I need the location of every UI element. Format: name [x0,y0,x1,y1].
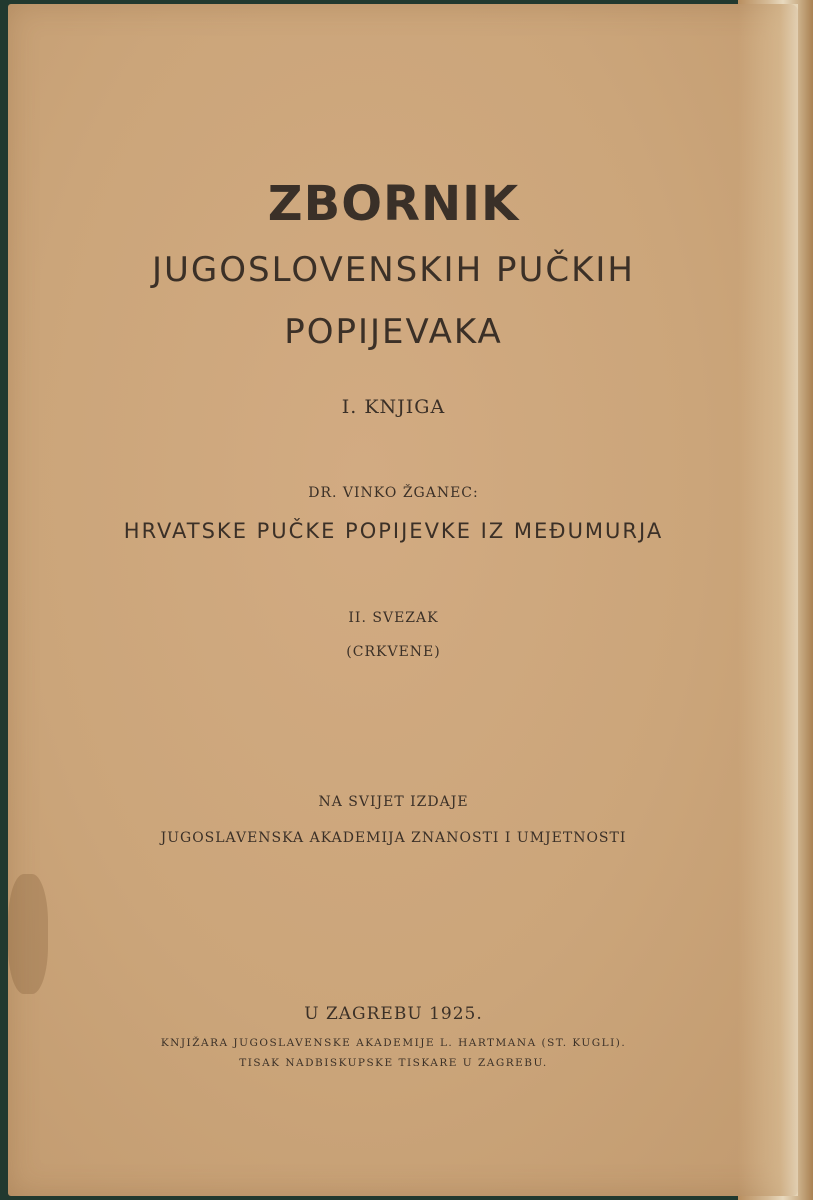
author-name: DR. VINKO ŽGANEC: [308,485,479,501]
bookshop-line: KNJIŽARA JUGOSLAVENSKE AKADEMIJE L. HARTMANA (ST. KUGLI). [160,1037,627,1049]
book-cover [8,4,798,1196]
work-title: HRVATSKE PUČKE POPIJEVKE IZ MEĐUMURJA [123,519,664,543]
printer-line: TISAK NADBISKUPSKE TISKARE U ZAGREBU. [239,1057,548,1069]
publisher-name: JUGOSLAVENSKA AKADEMIJA ZNANOSTI I UMJETNOSTI [160,830,627,846]
place-year: U ZAGREBU 1925. [304,1004,483,1024]
part-subject: (CRKVENE) [346,644,441,660]
cover-title: ZBORNIK [267,176,520,232]
volume-label: I. KNJIGA [341,396,446,418]
cover-subtitle-line1: JUGOSLOVENSKIH PUČKIH [152,250,635,290]
part-label: II. SVEZAK [348,610,439,626]
cover-subtitle-line2: POPIJEVAKA [284,312,503,352]
cover-stain [8,874,48,994]
publisher-lead: NA SVIJET IZDAJE [318,794,469,810]
